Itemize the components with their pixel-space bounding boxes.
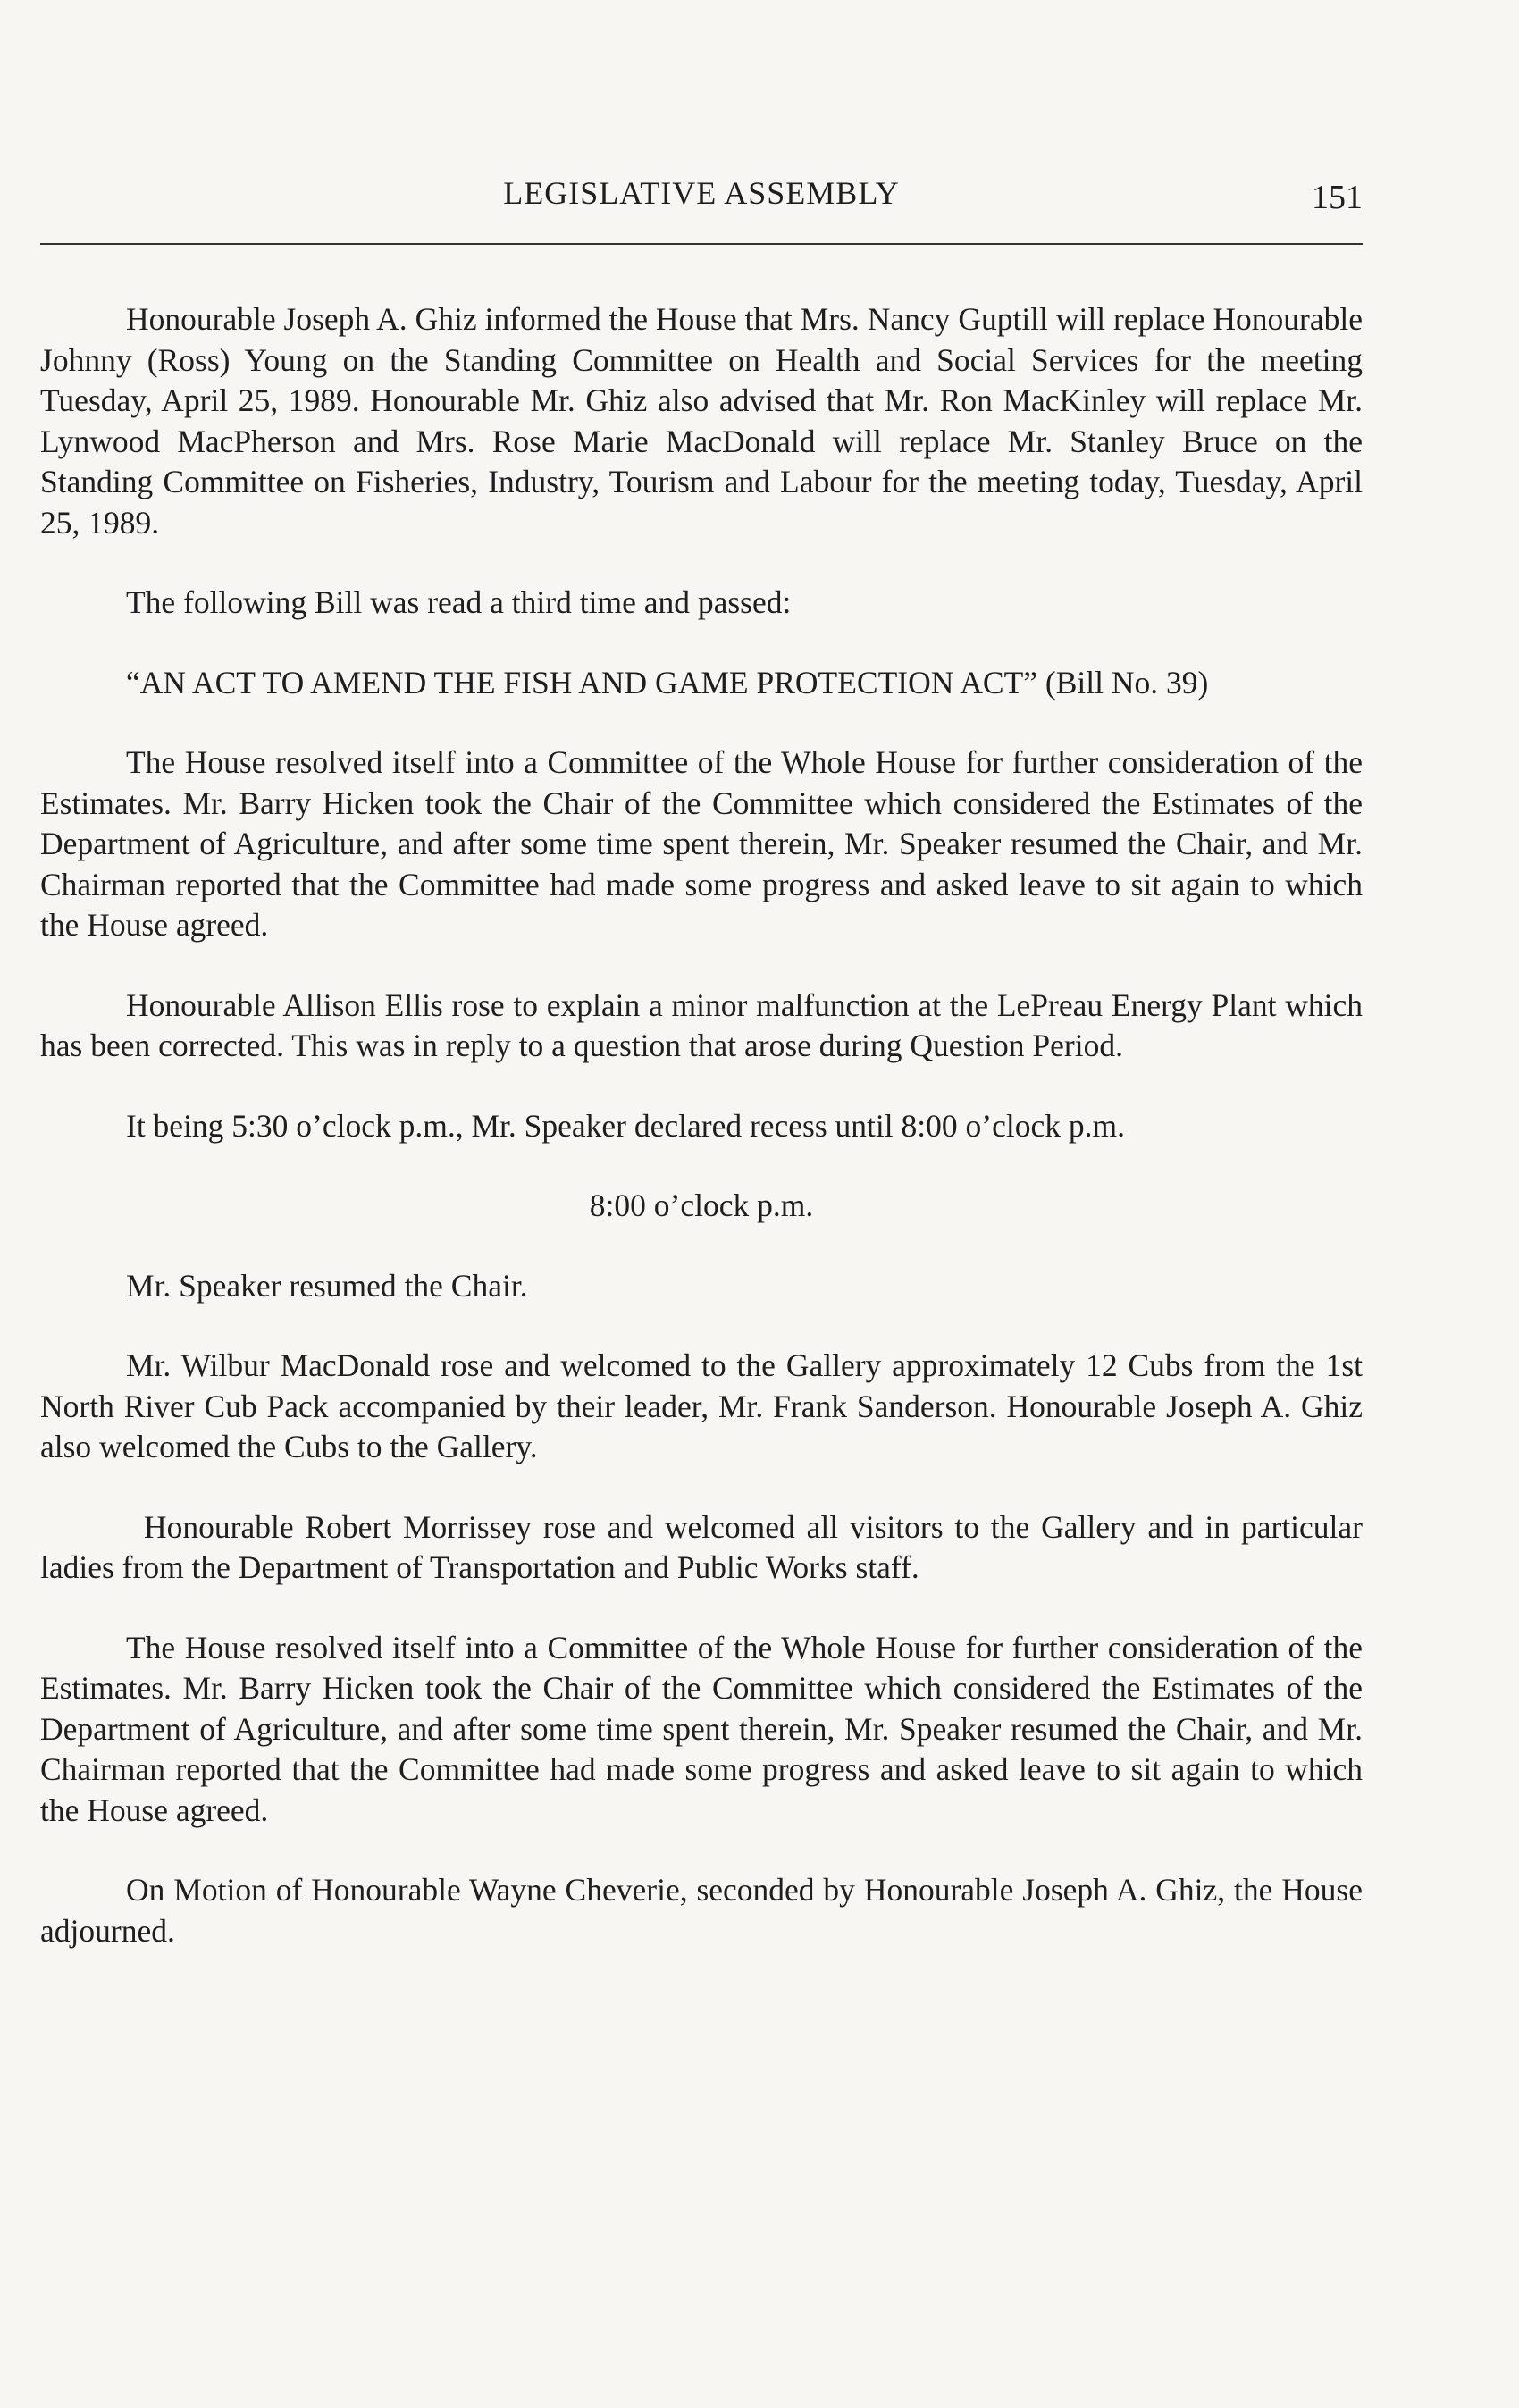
paragraph-adjournment: On Motion of Honourable Wayne Cheverie, seconded by Honourable Joseph A. Ghiz, the House adjourned.	[40, 1872, 1363, 1949]
paragraph-visitors-welcome: Honourable Robert Morrissey rose and welcomed all visitors to the Gallery and in particular ladies from the Department of Transportation and Public Works staff.	[40, 1508, 1363, 1585]
page-body	[40, 299, 1363, 1991]
header-rule	[40, 243, 1363, 245]
running-title: LEGISLATIVE ASSEMBLY	[503, 175, 900, 211]
paragraph-lepreau-explanation: Honourable Allison Ellis rose to explain a minor malfunction at the LePreau Energy Plant which has been corrected. This was in reply to a question that arose during Question Period.	[40, 986, 1363, 1063]
paragraph-cubs-welcome: Mr. Wilbur MacDonald rose and welcomed to the Gallery approximately 12 Cubs from the 1st North River Cub Pack accompanied by their leader, Mr. Frank Sanderson. Honourable Joseph A. Ghiz also welcomed the Cubs to the Gallery.	[40, 1347, 1363, 1464]
paragraph-speaker-resumed: Mr. Speaker resumed the Chair.	[126, 1267, 528, 1304]
session-time-heading: 8:00 o’clock p.m.	[589, 1187, 814, 1223]
paragraph-bill-title: “AN ACT TO AMEND THE FISH AND GAME PROTECTION ACT” (Bill No. 39)	[126, 664, 1209, 701]
page-number: 151	[1312, 179, 1363, 216]
paragraph-committee-whole-2: The House resolved itself into a Committee of the Whole House for further consideration of the Estimates. Mr. Barry Hicken took the Chair of the Committee which considered the Estimates of the Department of Agriculture, and after some time spent therein, Mr. Speaker resumed the Chair, and Mr. Chairman reported that the Committee had made some progress and asked leave to sit again to which the House agreed.	[40, 1629, 1363, 1828]
paragraph-committee-replacements: Honourable Joseph A. Ghiz informed the House that Mrs. Nancy Guptill will replace Honourable Johnny (Ross) Young on the Standing Committee on Health and Social Services for the meeting Tuesday, April 25, 1989. Honourable Mr. Ghiz also advised that Mr. Ron MacKinley will replace Mr. Lynwood MacPherson and Mrs. Rose Marie MacDonald will replace Mr. Stanley Bruce on the Standing Committee on Fisheries, Industry, Tourism and Labour for the meeting today, Tuesday, April 25, 1989.	[40, 301, 1363, 541]
paragraph-recess: It being 5:30 o’clock p.m., Mr. Speaker declared recess until 8:00 o’clock p.m.	[126, 1107, 1125, 1144]
page-header	[40, 174, 1363, 228]
paragraph-bill-read: The following Bill was read a third time and passed:	[126, 584, 792, 620]
paragraph-committee-whole-1: The House resolved itself into a Committee of the Whole House for further consideration of the Estimates. Mr. Barry Hicken took the Chair of the Committee which considered the Estimates of the Department of Agriculture, and after some time spent therein, Mr. Speaker resumed the Chair, and Mr. Chairman reported that the Committee had made some progress and asked leave to sit again to which the House agreed.	[40, 744, 1363, 943]
